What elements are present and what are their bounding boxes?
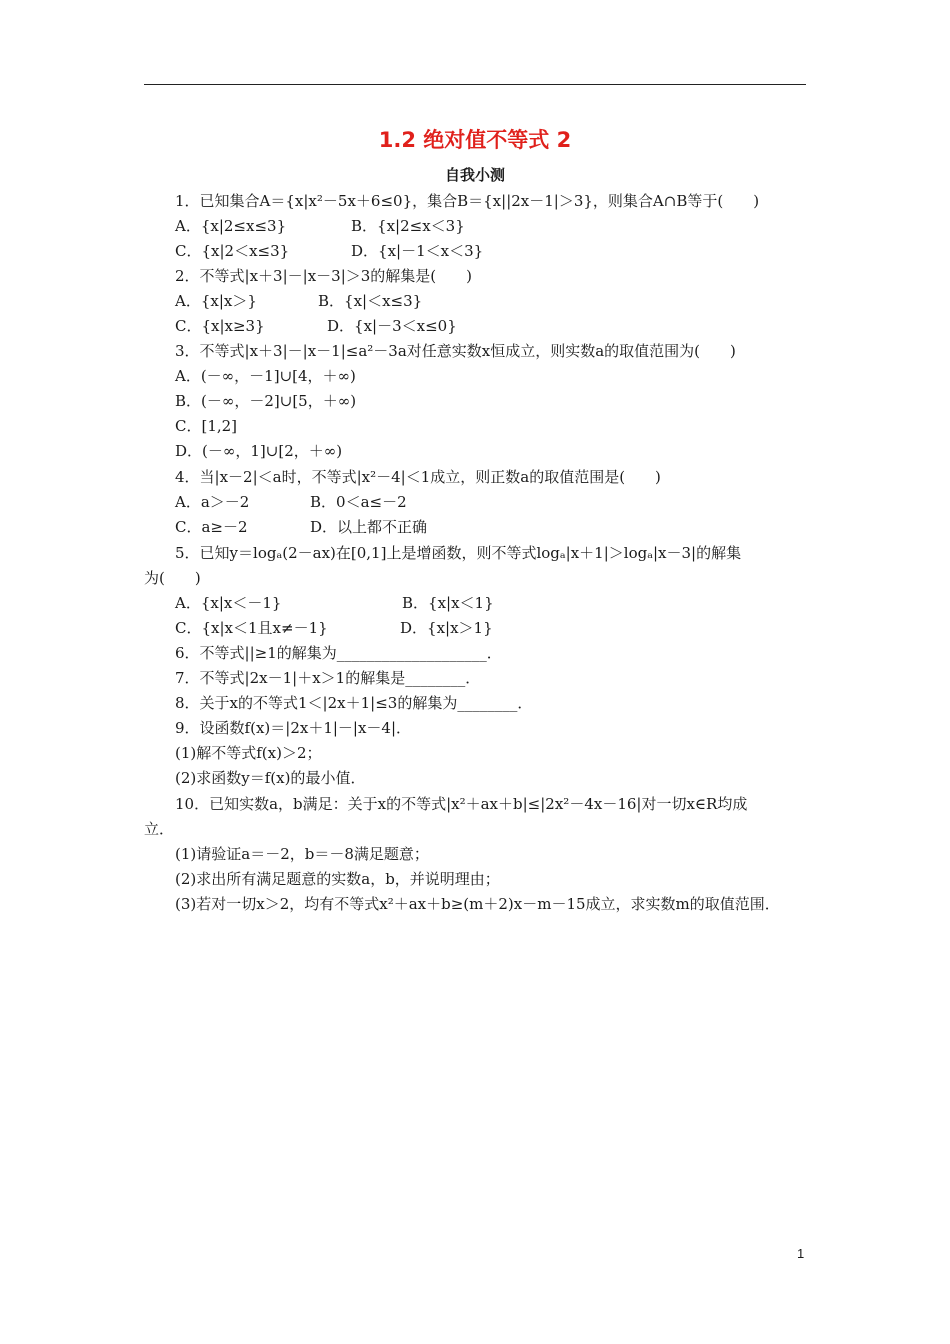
page-title: 1.2 绝对值不等式 2 (378, 128, 572, 152)
question-10-part-2: (2)求出所有满足题意的实数a，b，并说明理由； (175, 870, 500, 888)
question-3-option-d: D．(－∞，1]∪[2，＋∞) (175, 442, 343, 460)
question-9-part-1: (1)解不等式f(x)＞2； (175, 744, 322, 762)
question-1-option-c: C．{x|2＜x≤3} (175, 242, 290, 260)
question-10-part-1: (1)请验证a＝－2，b＝－8满足题意； (175, 845, 429, 863)
question-2-option-d: D．{x|－3＜x≤0} (327, 317, 457, 335)
section-heading: 自我小测 (444, 166, 505, 184)
question-6: 6．不等式||≥1的解集为____________________． (175, 644, 502, 662)
question-4-option-a: A．a＞－2 (175, 493, 250, 511)
question-10-part-3: (3)若对一切x＞2，均有不等式x²＋ax＋b≥(m＋2)x－m－15成立，求实数m的取值范围． (175, 895, 780, 913)
question-10-stem-continued: 立． (144, 820, 175, 838)
question-2-option-c: C．{x|x≥3} (175, 317, 265, 335)
question-5-option-d: D．{x|x＞1} (400, 619, 493, 637)
question-5-option-a: A．{x|x＜－1} (175, 594, 282, 612)
question-10-stem: 10．已知实数a，b满足：关于x的不等式|x²＋ax＋b|≤|2x²－4x－16|对一切x∈R均成 (175, 795, 748, 813)
question-1-option-b: B．{x|2≤x＜3} (351, 217, 465, 235)
question-4-option-c: C．a≥－2 (175, 518, 248, 536)
question-9-part-2: (2)求函数y＝f(x)的最小值． (175, 769, 366, 787)
question-4-stem: 4．当|x－2|＜a时，不等式|x²－4|＜1成立，则正数a的取值范围是( ) (175, 468, 661, 486)
question-9-stem: 9．设函数f(x)＝|2x＋1|－|x－4|． (175, 719, 412, 737)
header-rule (144, 84, 806, 85)
question-2-option-b: B．{x|＜x≤3} (318, 292, 423, 310)
question-7: 7．不等式|2x－1|＋x＞1的解集是________． (175, 669, 481, 687)
question-5-option-b: B．{x|x＜1} (402, 594, 494, 612)
question-5-stem-continued: 为( ) (144, 569, 201, 587)
question-3-option-a: A．(－∞，－1]∪[4，＋∞) (175, 367, 356, 385)
page-number: 1 (797, 1246, 805, 1261)
question-3-stem: 3．不等式|x＋3|－|x－1|≤a²－3a对任意实数x恒成立，则实数a的取值范围为( ) (175, 342, 736, 360)
question-2-stem: 2．不等式|x＋3|－|x－3|＞3的解集是( ) (175, 267, 473, 285)
question-1-option-d: D．{x|－1＜x＜3} (351, 242, 484, 260)
question-5-stem: 5．已知y＝logₐ(2－ax)在[0,1]上是增函数，则不等式logₐ|x＋1|＞logₐ|x－3|的解集 (175, 544, 742, 562)
question-5-option-c: C．{x|x＜1且x≠－1} (175, 619, 328, 637)
question-8: 8．关于x的不等式1＜|2x＋1|≤3的解集为________． (175, 694, 533, 712)
question-4-option-d: D．以上都不正确 (310, 518, 428, 536)
question-3-option-c: C．[1,2] (175, 417, 238, 435)
question-3-option-b: B．(－∞，－2]∪[5，＋∞) (175, 392, 357, 410)
question-2-option-a: A．{x|x＞} (175, 292, 257, 310)
question-4-option-b: B．0＜a≤－2 (310, 493, 407, 511)
question-1-stem: 1．已知集合A＝{x|x²－5x＋6≤0}，集合B＝{x||2x－1|＞3}，则集合A∩B等于( ) (175, 192, 760, 210)
question-1-option-a: A．{x|2≤x≤3} (175, 217, 287, 235)
